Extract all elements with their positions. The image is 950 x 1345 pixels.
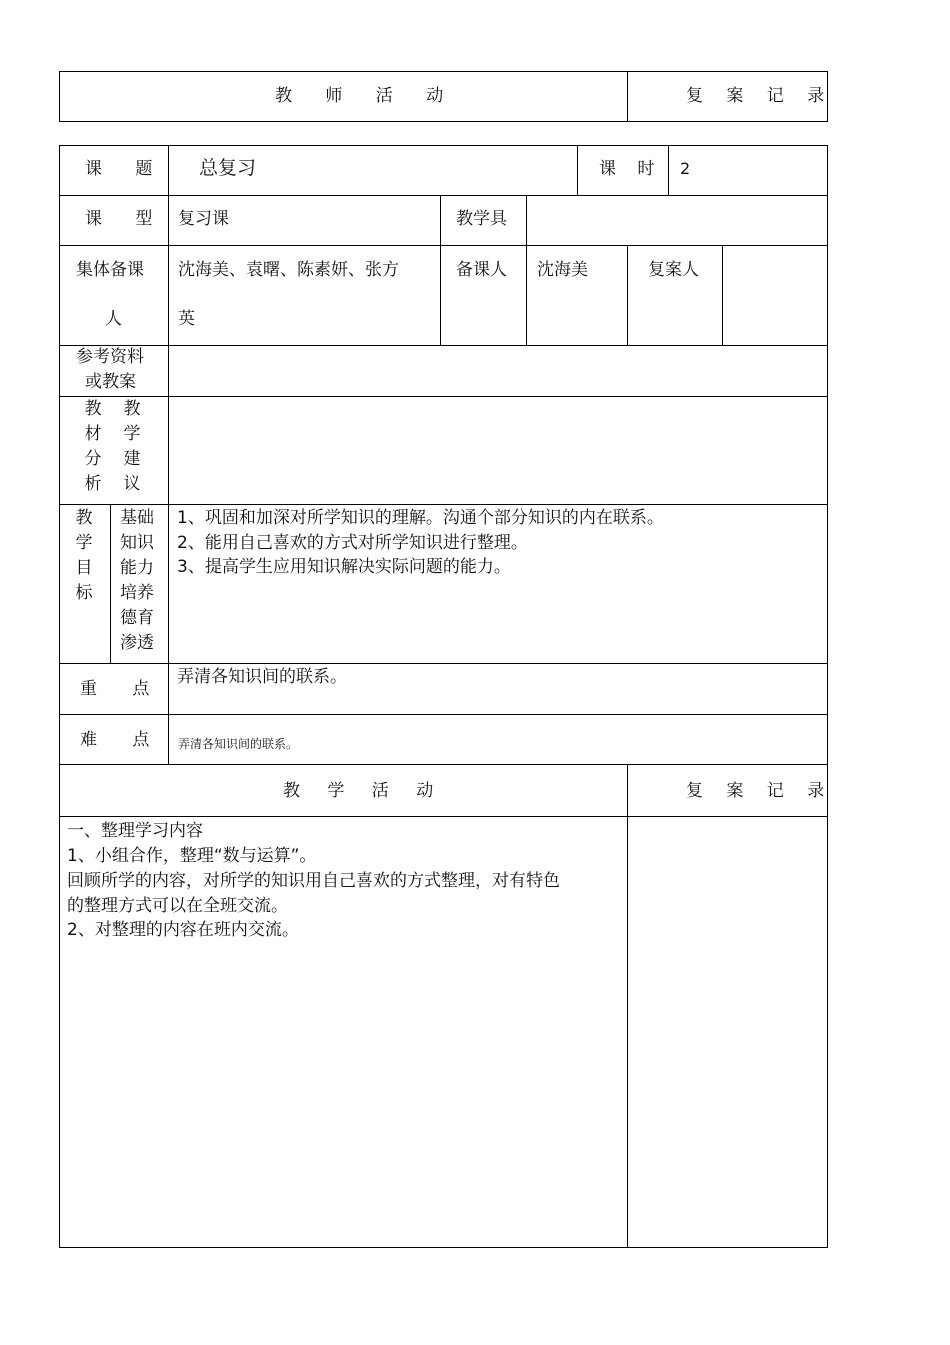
type-value: 复习课 (178, 209, 229, 229)
goal-item: 1、巩固和加深对所学知识的理解。沟通个部分知识的内在联系。 (177, 508, 664, 528)
hours-label: 课 时 (599, 159, 655, 179)
activity-header-right: 复 案 记 录 (686, 781, 834, 801)
reference-label-line1: 参考资料 (76, 347, 144, 367)
preparer-value: 沈海美 (537, 260, 588, 280)
group-label-line1: 集体备课 (76, 260, 144, 280)
activity-line: 回顾所学的内容，对所学的知识用自己喜欢的方式整理，对有特色 (67, 871, 560, 891)
tools-label: 教学具 (456, 209, 507, 229)
activity-line: 一、整理学习内容 (67, 821, 203, 841)
activity-header-left: 教 学 活 动 (283, 781, 440, 801)
teacher-activity-header: 教 师 活 动 (275, 86, 458, 106)
goal-item: 3、提高学生应用知识解决实际问题的能力。 (177, 557, 511, 577)
preparer-label: 备课人 (456, 260, 507, 280)
topic-label: 课 题 (85, 159, 167, 179)
group-label-line2: 人 (105, 309, 122, 329)
reviewer-label: 复案人 (648, 260, 699, 280)
key-point-value: 弄清各知识间的联系。 (177, 667, 347, 687)
goal-item: 2、能用自己喜欢的方式对所学知识进行整理。 (177, 533, 528, 553)
activity-line: 的整理方式可以在全班交流。 (67, 896, 288, 916)
activity-line: 1、小组合作，整理“数与运算”。 (67, 846, 317, 866)
difficulty-value: 弄清各知识间的联系。 (178, 737, 299, 751)
hours-value: 2 (680, 159, 691, 178)
reference-label-line2: 或教案 (85, 372, 136, 392)
activity-line: 2、对整理的内容在班内交流。 (67, 920, 299, 940)
key-point-label: 重 点 (80, 679, 150, 699)
difficulty-label: 难 点 (80, 730, 150, 750)
review-record-header: 复 案 记 录 (686, 86, 834, 106)
topic-value: 总复习 (199, 157, 257, 179)
group-value-line1: 沈海美、袁曙、陈素妍、张方 (178, 260, 399, 280)
type-label: 课 型 (85, 209, 167, 229)
group-value-line2: 英 (178, 309, 195, 329)
